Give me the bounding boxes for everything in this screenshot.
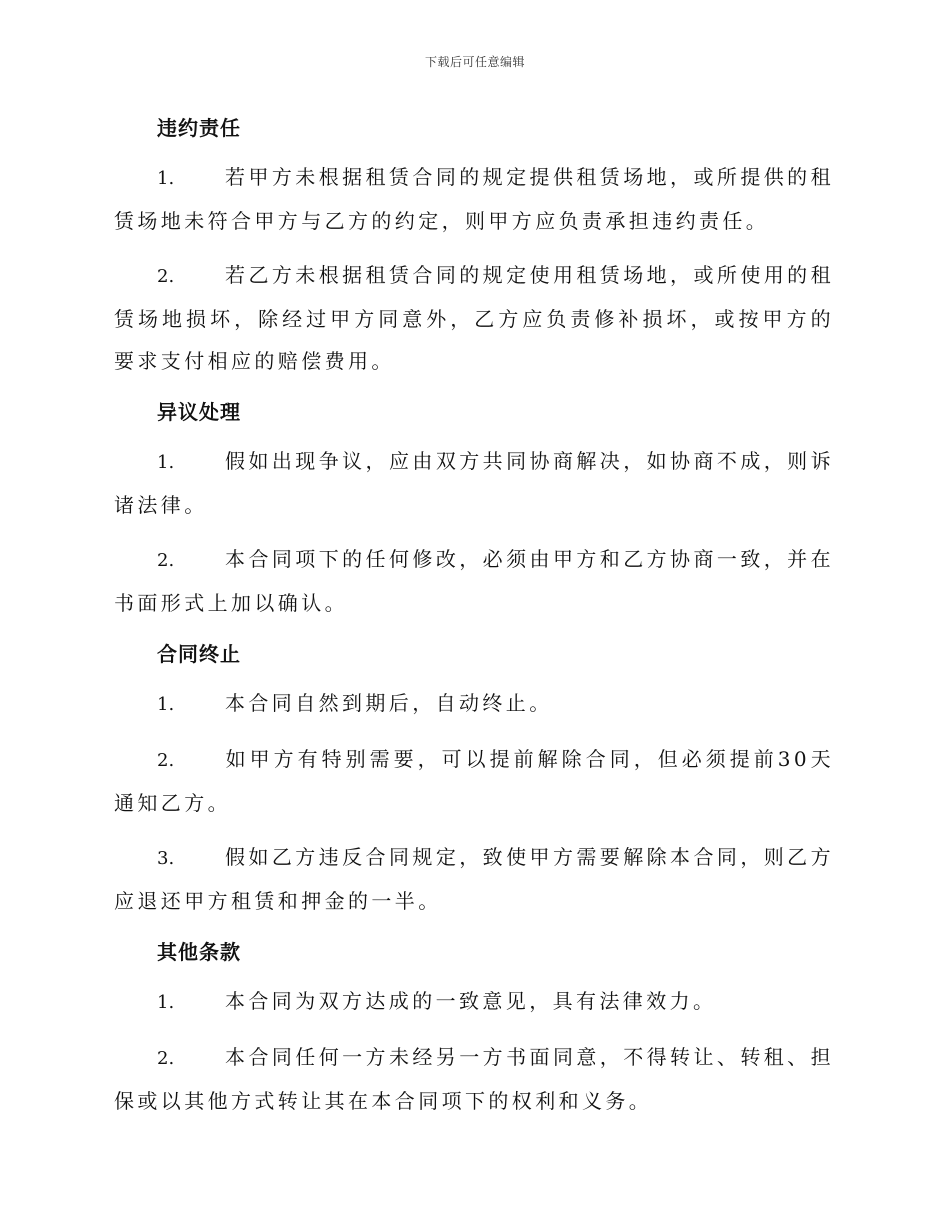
clause bbox=[114, 538, 834, 624]
clause-text: 本合同自然到期后，自动终止。 bbox=[225, 691, 553, 715]
clause-text: 如甲方有特别需要，可以提前解除合同，但必须提前30天通知乙方。 bbox=[114, 747, 834, 815]
clause-text: 本合同为双方达成的一致意见，具有法律效力。 bbox=[225, 989, 717, 1013]
section-title-other: 其他条款 bbox=[157, 940, 241, 964]
clause-text: 假如乙方违反合同规定，致使甲方需要解除本合同，则乙方应退还甲方租赁和押金的一半。 bbox=[114, 845, 834, 913]
clause bbox=[114, 440, 834, 526]
clause-text: 本合同任何一方未经另一方书面同意，不得转让、转租、担保或以其他方式转让其在本合同项下的权利和义务。 bbox=[114, 1045, 834, 1113]
clause bbox=[114, 1036, 834, 1122]
clause-text: 假如出现争议，应由双方共同协商解决，如协商不成，则诉诸法律。 bbox=[114, 449, 834, 517]
clause bbox=[114, 682, 834, 726]
clause-number: 3. bbox=[157, 848, 175, 869]
section-title-breach: 违约责任 bbox=[157, 116, 241, 140]
clause bbox=[114, 980, 834, 1024]
clause-text: 本合同项下的任何修改，必须由甲方和乙方协商一致，并在书面形式上加以确认。 bbox=[114, 547, 834, 615]
clause-text: 若甲方未根据租赁合同的规定提供租赁场地，或所提供的租赁场地未符合甲方与乙方的约定，则甲方应负责承担违约责任。 bbox=[114, 165, 834, 233]
clause-number: 1. bbox=[157, 992, 175, 1013]
document-body bbox=[114, 110, 834, 1122]
clause-number: 2. bbox=[157, 1048, 175, 1069]
clause bbox=[114, 836, 834, 922]
clause-number: 1. bbox=[157, 452, 175, 473]
clause-number: 2. bbox=[157, 750, 175, 771]
page-header: 下载后可任意编辑 bbox=[424, 55, 525, 69]
section-title-dispute: 异议处理 bbox=[157, 400, 241, 424]
clause-text: 若乙方未根据租赁合同的规定使用租赁场地，或所使用的租赁场地损坏，除经过甲方同意外，乙方应负责修补损坏，或按甲方的要求支付相应的赔偿费用。 bbox=[114, 263, 834, 373]
clause bbox=[114, 156, 834, 242]
section-title-termination: 合同终止 bbox=[157, 642, 241, 666]
clause bbox=[114, 738, 834, 824]
clause-number: 1. bbox=[157, 168, 175, 189]
clause-number: 2. bbox=[157, 266, 175, 287]
clause bbox=[114, 254, 834, 382]
clause-number: 1. bbox=[157, 694, 175, 715]
clause-number: 2. bbox=[157, 550, 175, 571]
